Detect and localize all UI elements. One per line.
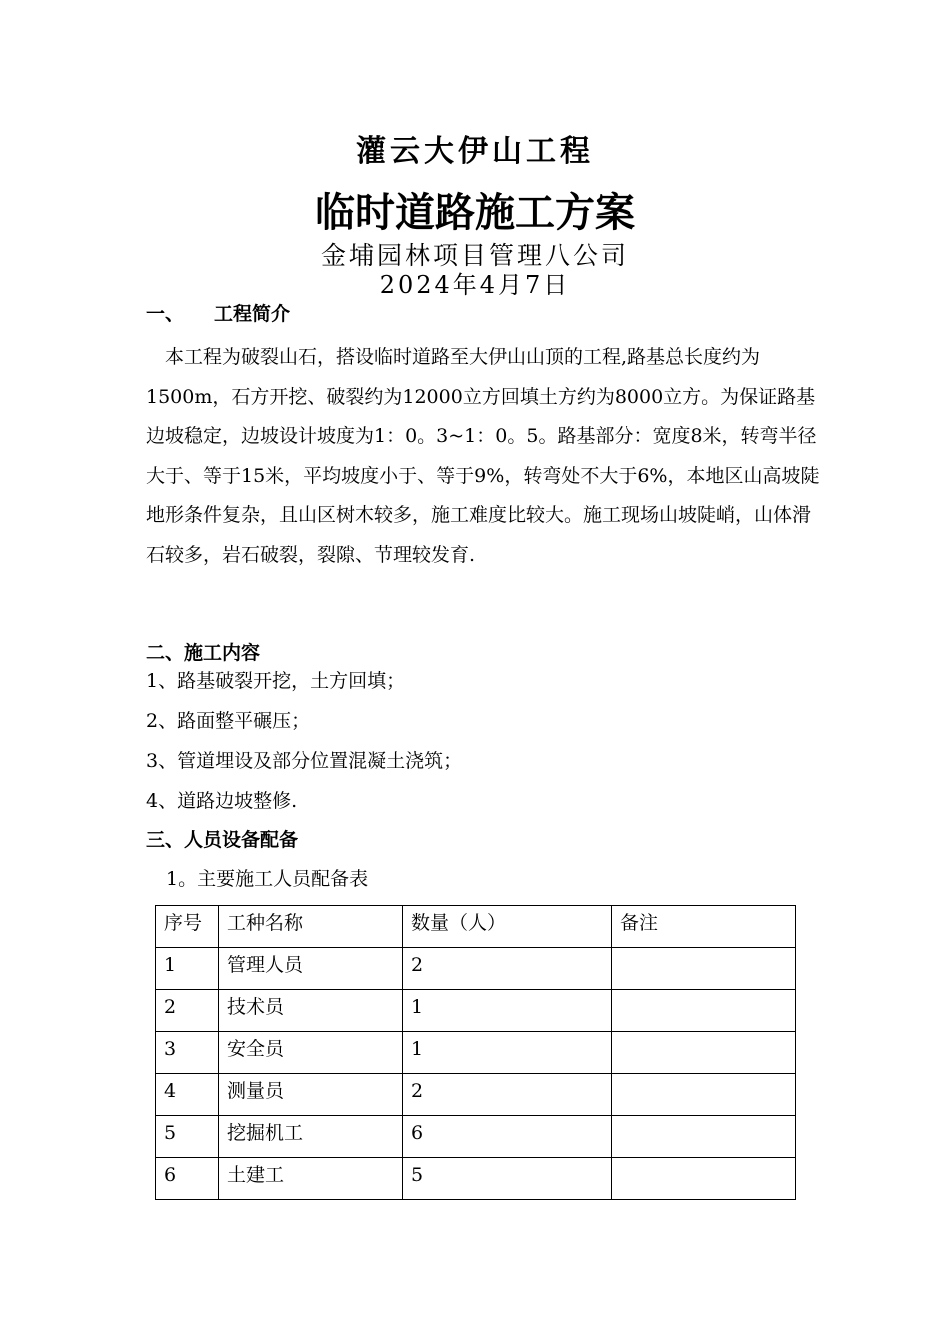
table-cell: 3 bbox=[156, 1032, 219, 1074]
section-1-heading bbox=[146, 301, 290, 327]
company-name: 金埔园林项目管理八公司 bbox=[320, 241, 629, 270]
table-cell: 2 bbox=[403, 948, 612, 990]
table-row bbox=[156, 948, 796, 990]
table-cell: 6 bbox=[403, 1116, 612, 1158]
document-title: 灌云大伊山工程 bbox=[356, 134, 594, 169]
table-cell bbox=[612, 1032, 796, 1074]
table-cell: 技术员 bbox=[219, 990, 403, 1032]
list-item: 3、管道埋设及部分位置混凝土浇筑； bbox=[146, 750, 463, 772]
table-header-cell: 序号 bbox=[156, 906, 219, 948]
section-1-number: 一、 bbox=[146, 303, 185, 325]
table-cell: 5 bbox=[403, 1158, 612, 1200]
table-cell: 安全员 bbox=[219, 1032, 403, 1074]
section-3-heading: 三、人员设备配备 bbox=[146, 829, 299, 851]
table-cell bbox=[612, 1158, 796, 1200]
table-cell bbox=[612, 1074, 796, 1116]
list-item: 2、路面整平碾压； bbox=[146, 710, 311, 732]
table-cell: 6 bbox=[156, 1158, 219, 1200]
table-cell bbox=[612, 1116, 796, 1158]
table-cell: 测量员 bbox=[219, 1074, 403, 1116]
table-cell: 2 bbox=[403, 1074, 612, 1116]
list-item: 1、路基破裂开挖，土方回填； bbox=[146, 670, 406, 692]
table-row bbox=[156, 1158, 796, 1200]
table-header-row bbox=[156, 906, 796, 948]
section-2-heading: 二、施工内容 bbox=[146, 642, 261, 664]
table-header-cell: 备注 bbox=[612, 906, 796, 948]
staff-table bbox=[155, 905, 796, 1200]
table-cell bbox=[612, 990, 796, 1032]
table-header-cell: 数量（人） bbox=[403, 906, 612, 948]
table-cell: 管理人员 bbox=[219, 948, 403, 990]
table-row bbox=[156, 1116, 796, 1158]
table-cell: 挖掘机工 bbox=[219, 1116, 403, 1158]
table-cell bbox=[612, 948, 796, 990]
table-cell: 2 bbox=[156, 990, 219, 1032]
section-1-paragraph: 本工程为破裂山石，搭设临时道路至大伊山山顶的工程,路基总长度约为1500m，石方开挖、破裂约为12000立方回填土方约为8000立方。为保证路基边坡稳定，边坡设计坡度为1：0。3~1：0。5。路基部分：宽度8米，转弯半径大于、等于15米，平均坡度小于、等于9%，转弯处不大于6%，本地区山高坡陡地形条件复杂，且山区树木较多，施工难度比较大。施工现场山坡陡峭，山体滑石较多，岩石破裂，裂隙、节理较发育. bbox=[146, 346, 820, 566]
table-row bbox=[156, 1032, 796, 1074]
table-cell: 1 bbox=[156, 948, 219, 990]
table-caption: 1。主要施工人员配备表 bbox=[166, 868, 369, 890]
table-row bbox=[156, 990, 796, 1032]
document-date: 2024年4月7日 bbox=[379, 271, 571, 299]
table-cell: 1 bbox=[403, 1032, 612, 1074]
table-cell: 4 bbox=[156, 1074, 219, 1116]
table-header-cell: 工种名称 bbox=[219, 906, 403, 948]
list-item: 4、道路边坡整修. bbox=[146, 790, 298, 812]
document-subtitle: 临时道路施工方案 bbox=[315, 190, 635, 236]
section-1-title: 工程简介 bbox=[214, 303, 291, 325]
table-cell: 1 bbox=[403, 990, 612, 1032]
table-row bbox=[156, 1074, 796, 1116]
table-cell: 5 bbox=[156, 1116, 219, 1158]
table-cell: 土建工 bbox=[219, 1158, 403, 1200]
